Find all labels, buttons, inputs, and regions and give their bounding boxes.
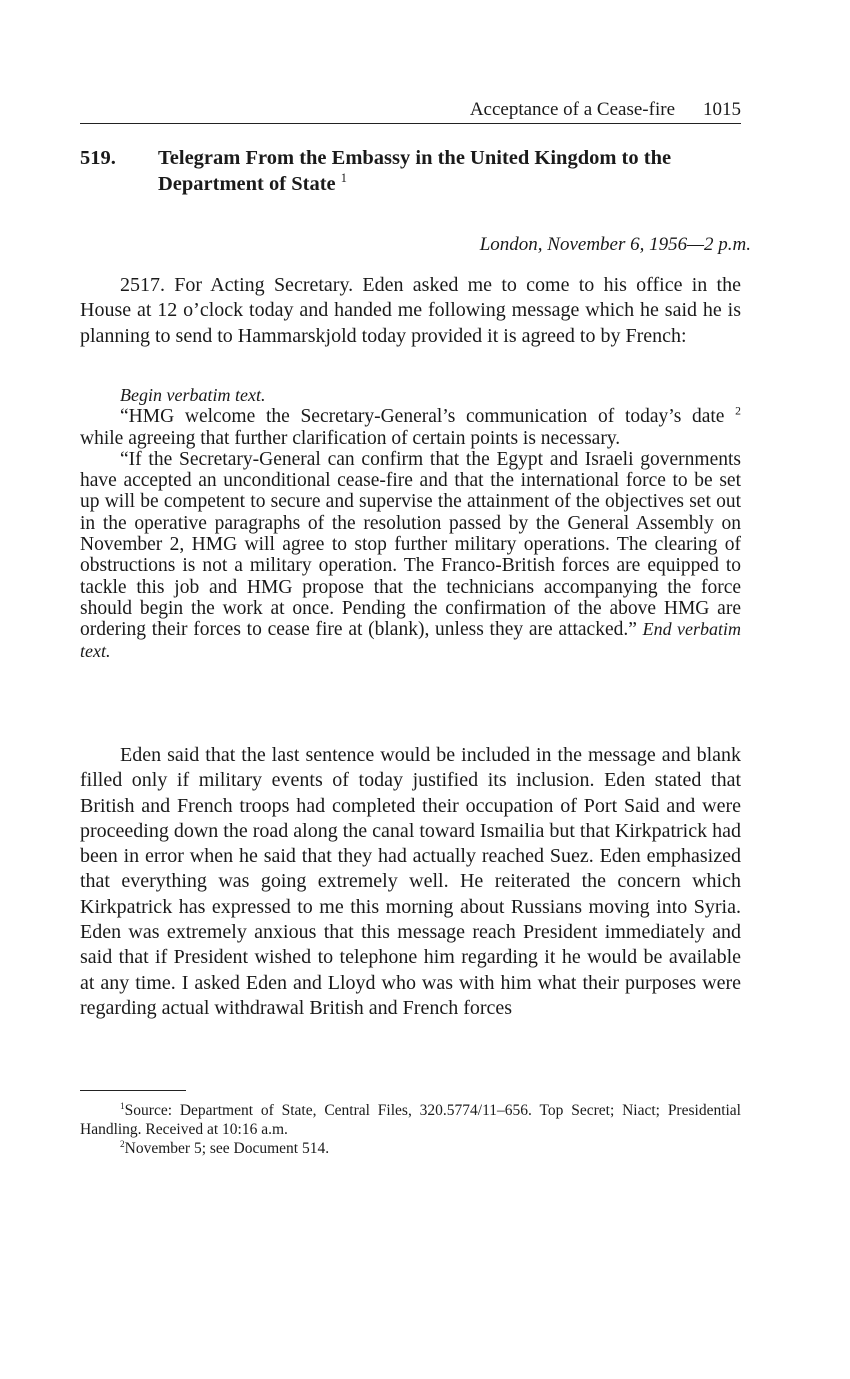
- quote-1-part-b: while agreeing that further clarification of certain points is necessary.: [80, 427, 621, 449]
- body-paragraph-2: Eden said that the last sentence would be included in the message and blank filled only if military events of today justified its inclusion. Eden stated that British and French troops had completed their occupation of Port Said and were proceeding down the road along the canal toward Ismailia but that Kirkpatrick had been in error when he said that they had actually reached Suez. Eden emphasized that everything was going extremely well. He reiterated the concern which Kirkpatrick has expressed to me this morning about Russians moving into Syria. Eden was extremely anxious that this message reach President immediately and said that if President wished to telephone him regarding it he would be available at any time. I asked Eden and Lloyd who was with him what their purposes were regarding actual withdrawal British and French forces: [80, 744, 741, 1019]
- verbatim-quote: [80, 385, 741, 662]
- quote-paragraph-2: [80, 449, 741, 662]
- document-number: 519.: [80, 147, 116, 169]
- end-verbatim-label: End verbatim text.: [80, 619, 742, 661]
- running-head-title: Acceptance of a Cease-fire: [469, 99, 675, 120]
- footnote-ref-1: 1: [340, 171, 347, 186]
- footnote-2-text: November 5; see Document 514.: [124, 1140, 330, 1157]
- quote-2-text: “If the Secretary-General can confirm that the Egypt and Israeli governments have accepted an unconditional cease-fire and that the international force to be set up will be competent to secure and supervise the attainment of the objectives set out in the operative paragraphs of the resolution passed by the General Assembly on November 2, HMG will agree to stop further military operations. The clearing of obstructions is not a military operation. The Franco-British forces are equipped to tackle this job and HMG propose that the technicians accompanying the force should begin the work at once. Pending the confirmation of the above HMG are ordering their forces to cease fire at (blank), unless they are attacked.”: [80, 448, 741, 641]
- begin-verbatim-line: [80, 385, 741, 406]
- footnote-divider: [80, 1090, 186, 1091]
- body-paragraph-1: 2517. For Acting Secretary. Eden asked me to come to his office in the House at 12 o’clock today and handed me following message which he said he is planning to send to Hammarskjold today provided it is agreed to by French:: [80, 274, 741, 347]
- document-title-block: [158, 145, 741, 197]
- footnote-2: [80, 1139, 741, 1158]
- document-title: Telegram From the Embassy in the United Kingdom to the Department of State: [158, 147, 672, 195]
- footnotes: [80, 1101, 741, 1158]
- begin-verbatim-label: Begin verbatim text.: [120, 385, 266, 405]
- dateline: London, November 6, 1956—2 p.m.: [479, 234, 751, 255]
- footnote-ref-2: 2: [735, 404, 742, 418]
- quote-paragraph-1: [80, 406, 741, 449]
- footnote-1: [80, 1101, 741, 1139]
- footnote-1-text: Source: Department of State, Central Files, 320.5774/11–656. Top Secret; Niact; Presidential Handling. Received at 10:16 a.m.: [80, 1102, 741, 1138]
- quote-1-part-a: “HMG welcome the Secretary-General’s communication of today’s date: [120, 406, 725, 428]
- running-head: [80, 99, 741, 124]
- footnote-2-marker: 2: [120, 1139, 125, 1150]
- page-number: 1015: [703, 99, 741, 120]
- footnote-1-marker: 1: [120, 1101, 125, 1112]
